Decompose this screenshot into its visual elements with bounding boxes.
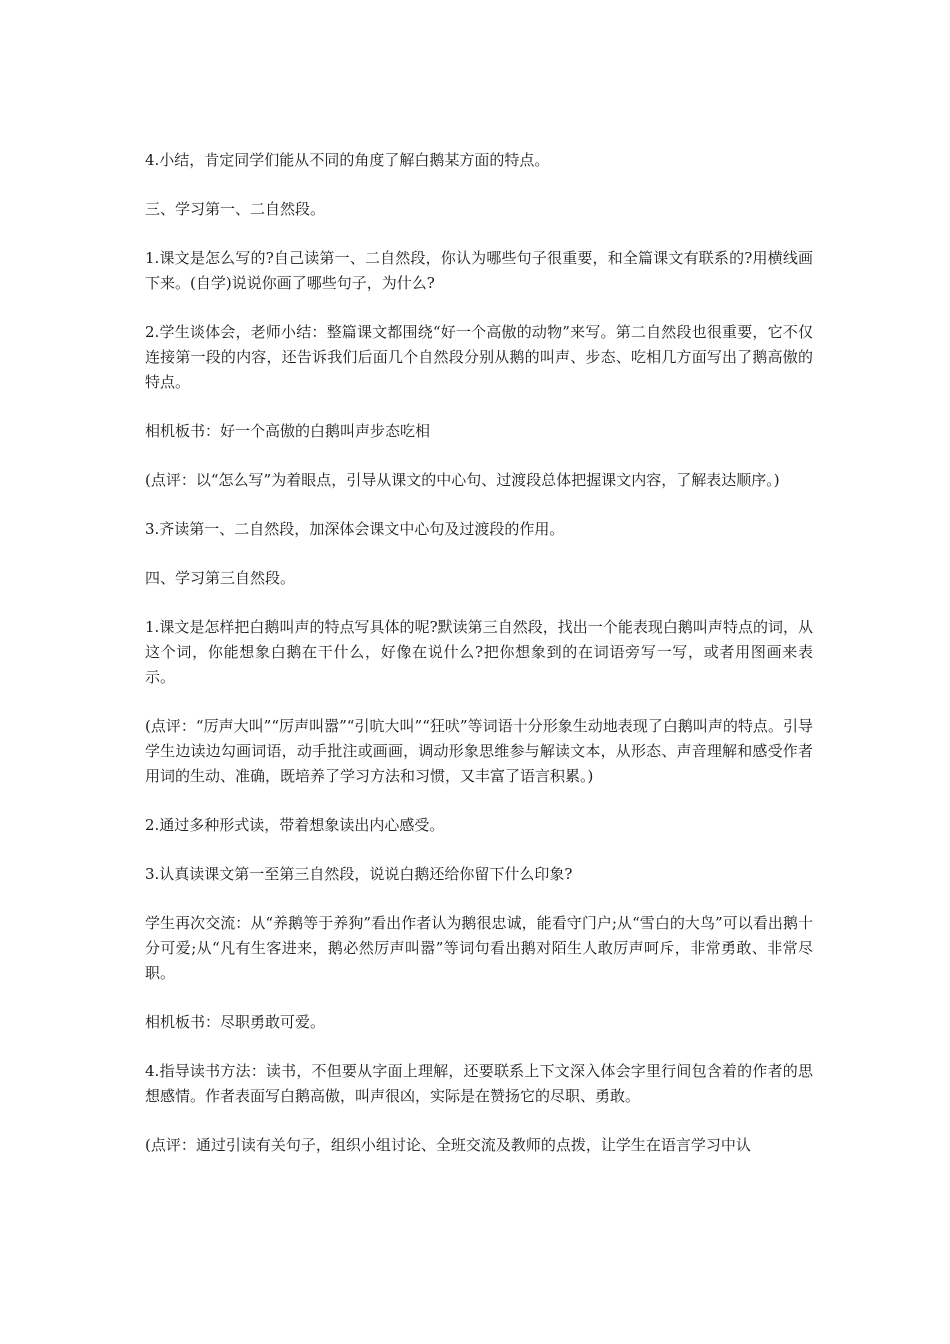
document-page	[145, 148, 813, 1182]
paragraph: 1.课文是怎样把白鹅叫声的特点写具体的呢?默读第三自然段，找出一个能表现白鹅叫声特点的词，从这个词，你能想象白鹅在干什么，好像在说什么?把你想象到的在词语旁写一写，或者用图画来表示。	[145, 618, 813, 686]
comment-paragraph: (点评：以“怎么写”为着眼点，引导从课文的中心句、过渡段总体把握课文内容，了解表达顺序。)	[145, 471, 780, 489]
paragraph: 学生再次交流：从“养鹅等于养狗”看出作者认为鹅很忠诚，能看守门户;从“雪白的大鸟”可以看出鹅十分可爱;从“凡有生客进来，鹅必然厉声叫嚣”等词句看出鹅对陌生人敢厉声呵斥，非常勇敢、非常尽职。	[145, 914, 813, 982]
paragraph: 2.通过多种形式读，带着想象读出内心感受。	[145, 816, 445, 834]
paragraph: 2.学生谈体会，老师小结：整篇课文都围绕“好一个高傲的动物”来写。第二自然段也很重要，它不仅连接第一段的内容，还告诉我们后面几个自然段分别从鹅的叫声、步态、吃相几方面写出了鹅高傲的特点。	[145, 323, 813, 391]
board-note: 相机板书：尽职勇敢可爱。	[145, 1013, 326, 1031]
section-heading: 四、学习第三自然段。	[145, 569, 296, 587]
paragraph: 4.指导读书方法：读书，不但要从字面上理解，还要联系上下文深入体会字里行间包含着的作者的思想感情。作者表面写白鹅高傲，叫声很凶，实际是在赞扬它的尽职、勇敢。	[145, 1062, 813, 1105]
board-note: 相机板书：好一个高傲的白鹅叫声步态吃相	[145, 422, 431, 440]
paragraph: 3.认真读课文第一至第三自然段，说说白鹅还给你留下什么印象?	[145, 865, 573, 883]
comment-paragraph: (点评：通过引读有关句子，组织小组讨论、全班交流及教师的点拨，让学生在语言学习中认	[145, 1136, 751, 1154]
section-heading: 三、学习第一、二自然段。	[145, 200, 326, 218]
comment-paragraph: (点评：“厉声大叫”“厉声叫嚣”“引吭大叫”“狂吠”等词语十分形象生动地表现了白鹅叫声的特点。引导学生边读边勾画词语，动手批注或画画，调动形象思维参与解读文本，从形态、声音理解和感受作者用词的生动、准确，既培养了学习方法和习惯，又丰富了语言积累。)	[145, 717, 813, 785]
paragraph: 1.课文是怎么写的?自己读第一、二自然段，你认为哪些句子很重要，和全篇课文有联系的?用横线画下来。(自学)说说你画了哪些句子，为什么?	[145, 249, 813, 292]
paragraph: 4.小结，肯定同学们能从不同的角度了解白鹅某方面的特点。	[145, 151, 550, 169]
paragraph: 3.齐读第一、二自然段，加深体会课文中心句及过渡段的作用。	[145, 520, 565, 538]
